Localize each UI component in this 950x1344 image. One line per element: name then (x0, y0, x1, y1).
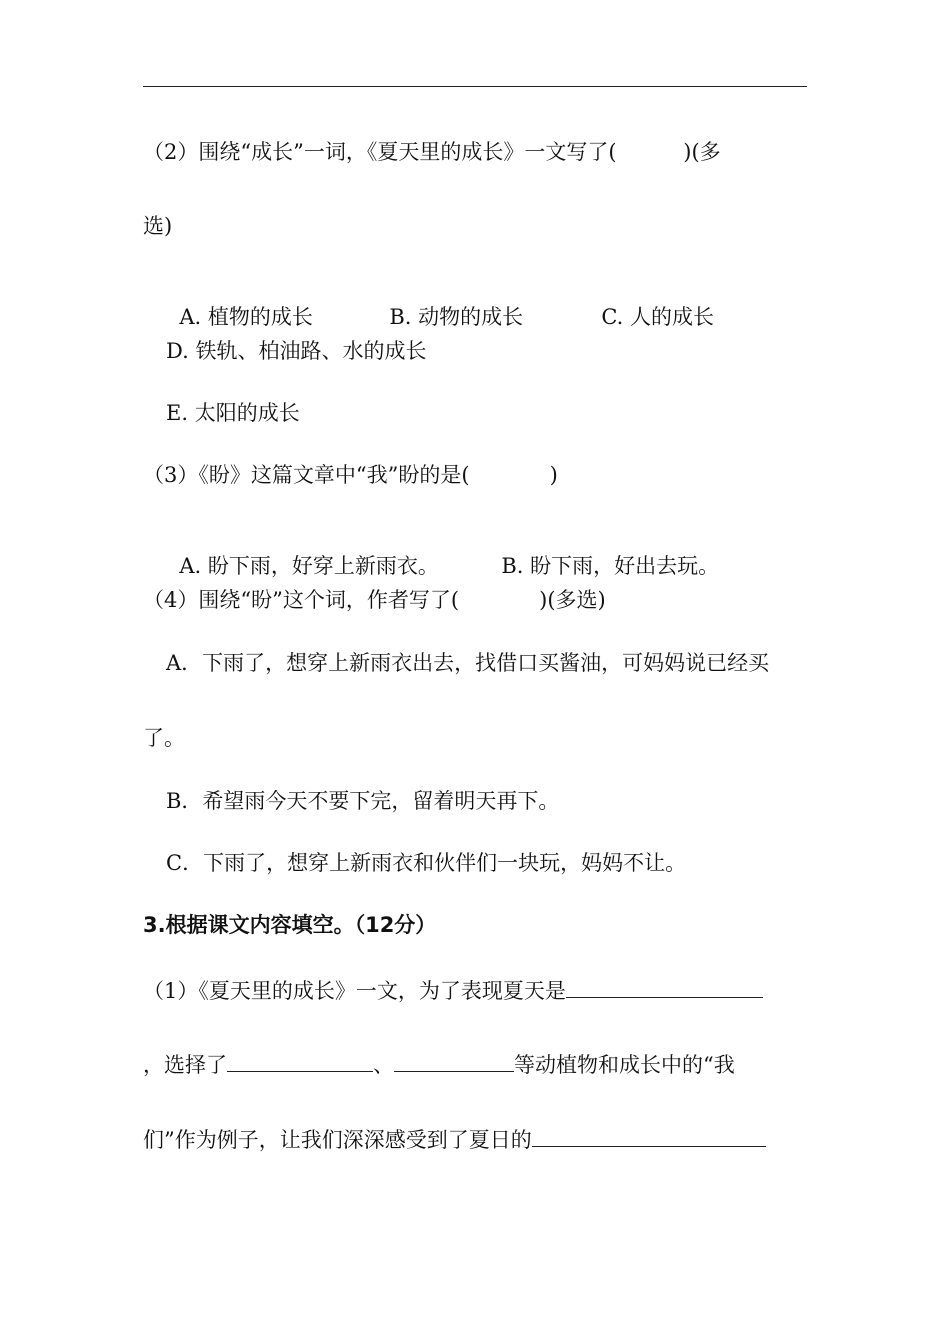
blank-summer-feeling[interactable] (532, 1124, 766, 1147)
q3-stem: （3）《盼》这篇文章中“我”盼的是( ) (143, 463, 558, 487)
q4-option-a[interactable]: A．下雨了，想穿上新雨衣出去，找借口买酱油，可妈妈说已经买 (166, 651, 770, 675)
q3-option-b[interactable]: B. 盼下雨，好出去玩。 (501, 554, 720, 578)
q4-stem: （4）围绕“盼”这个词，作者写了( )(多选) (143, 588, 606, 612)
q2-option-c[interactable]: C. 人的成长 (601, 305, 715, 329)
q4-option-c[interactable]: C．下雨了，想穿上新雨衣和伙伴们一块玩，妈妈不让。 (166, 851, 687, 875)
q2-option-a[interactable]: A. 植物的成长 (179, 305, 313, 329)
fill-line-1: （1）《夏天里的成长》一文，为了表现夏天是 (143, 975, 763, 1005)
q2-option-d[interactable]: D. 铁轨、柏油路、水的成长 (166, 339, 427, 363)
q2-option-b[interactable]: B. 动物的成长 (389, 305, 524, 329)
fill-line-3: 们”作为例子，让我们深深感受到了夏日的 (143, 1124, 766, 1154)
q2-stem: （2）围绕“成长”一词，《夏天里的成长》一文写了( )(多 (143, 140, 721, 164)
blank-example-1[interactable] (227, 1049, 373, 1072)
section-3-heading: 3.根据课文内容填空。（12分） (143, 913, 437, 937)
q4-option-a-cont: 了。 (143, 726, 185, 750)
blank-example-2[interactable] (394, 1049, 514, 1072)
q4-option-b[interactable]: B．希望雨今天不要下完，留着明天再下。 (166, 789, 560, 813)
blank-summer-is[interactable] (566, 975, 763, 998)
q2-options-row (166, 275, 714, 331)
fill-line-2: ，选择了 、 等动植物和成长中的“我 (143, 1049, 735, 1079)
header-rule (143, 86, 807, 87)
q2-option-e[interactable]: E. 太阳的成长 (166, 401, 300, 425)
q2-stem-cont: 选) (143, 214, 173, 238)
q3-option-a[interactable]: A. 盼下雨，好穿上新雨衣。 (179, 554, 439, 578)
q3-options-row (166, 524, 719, 580)
